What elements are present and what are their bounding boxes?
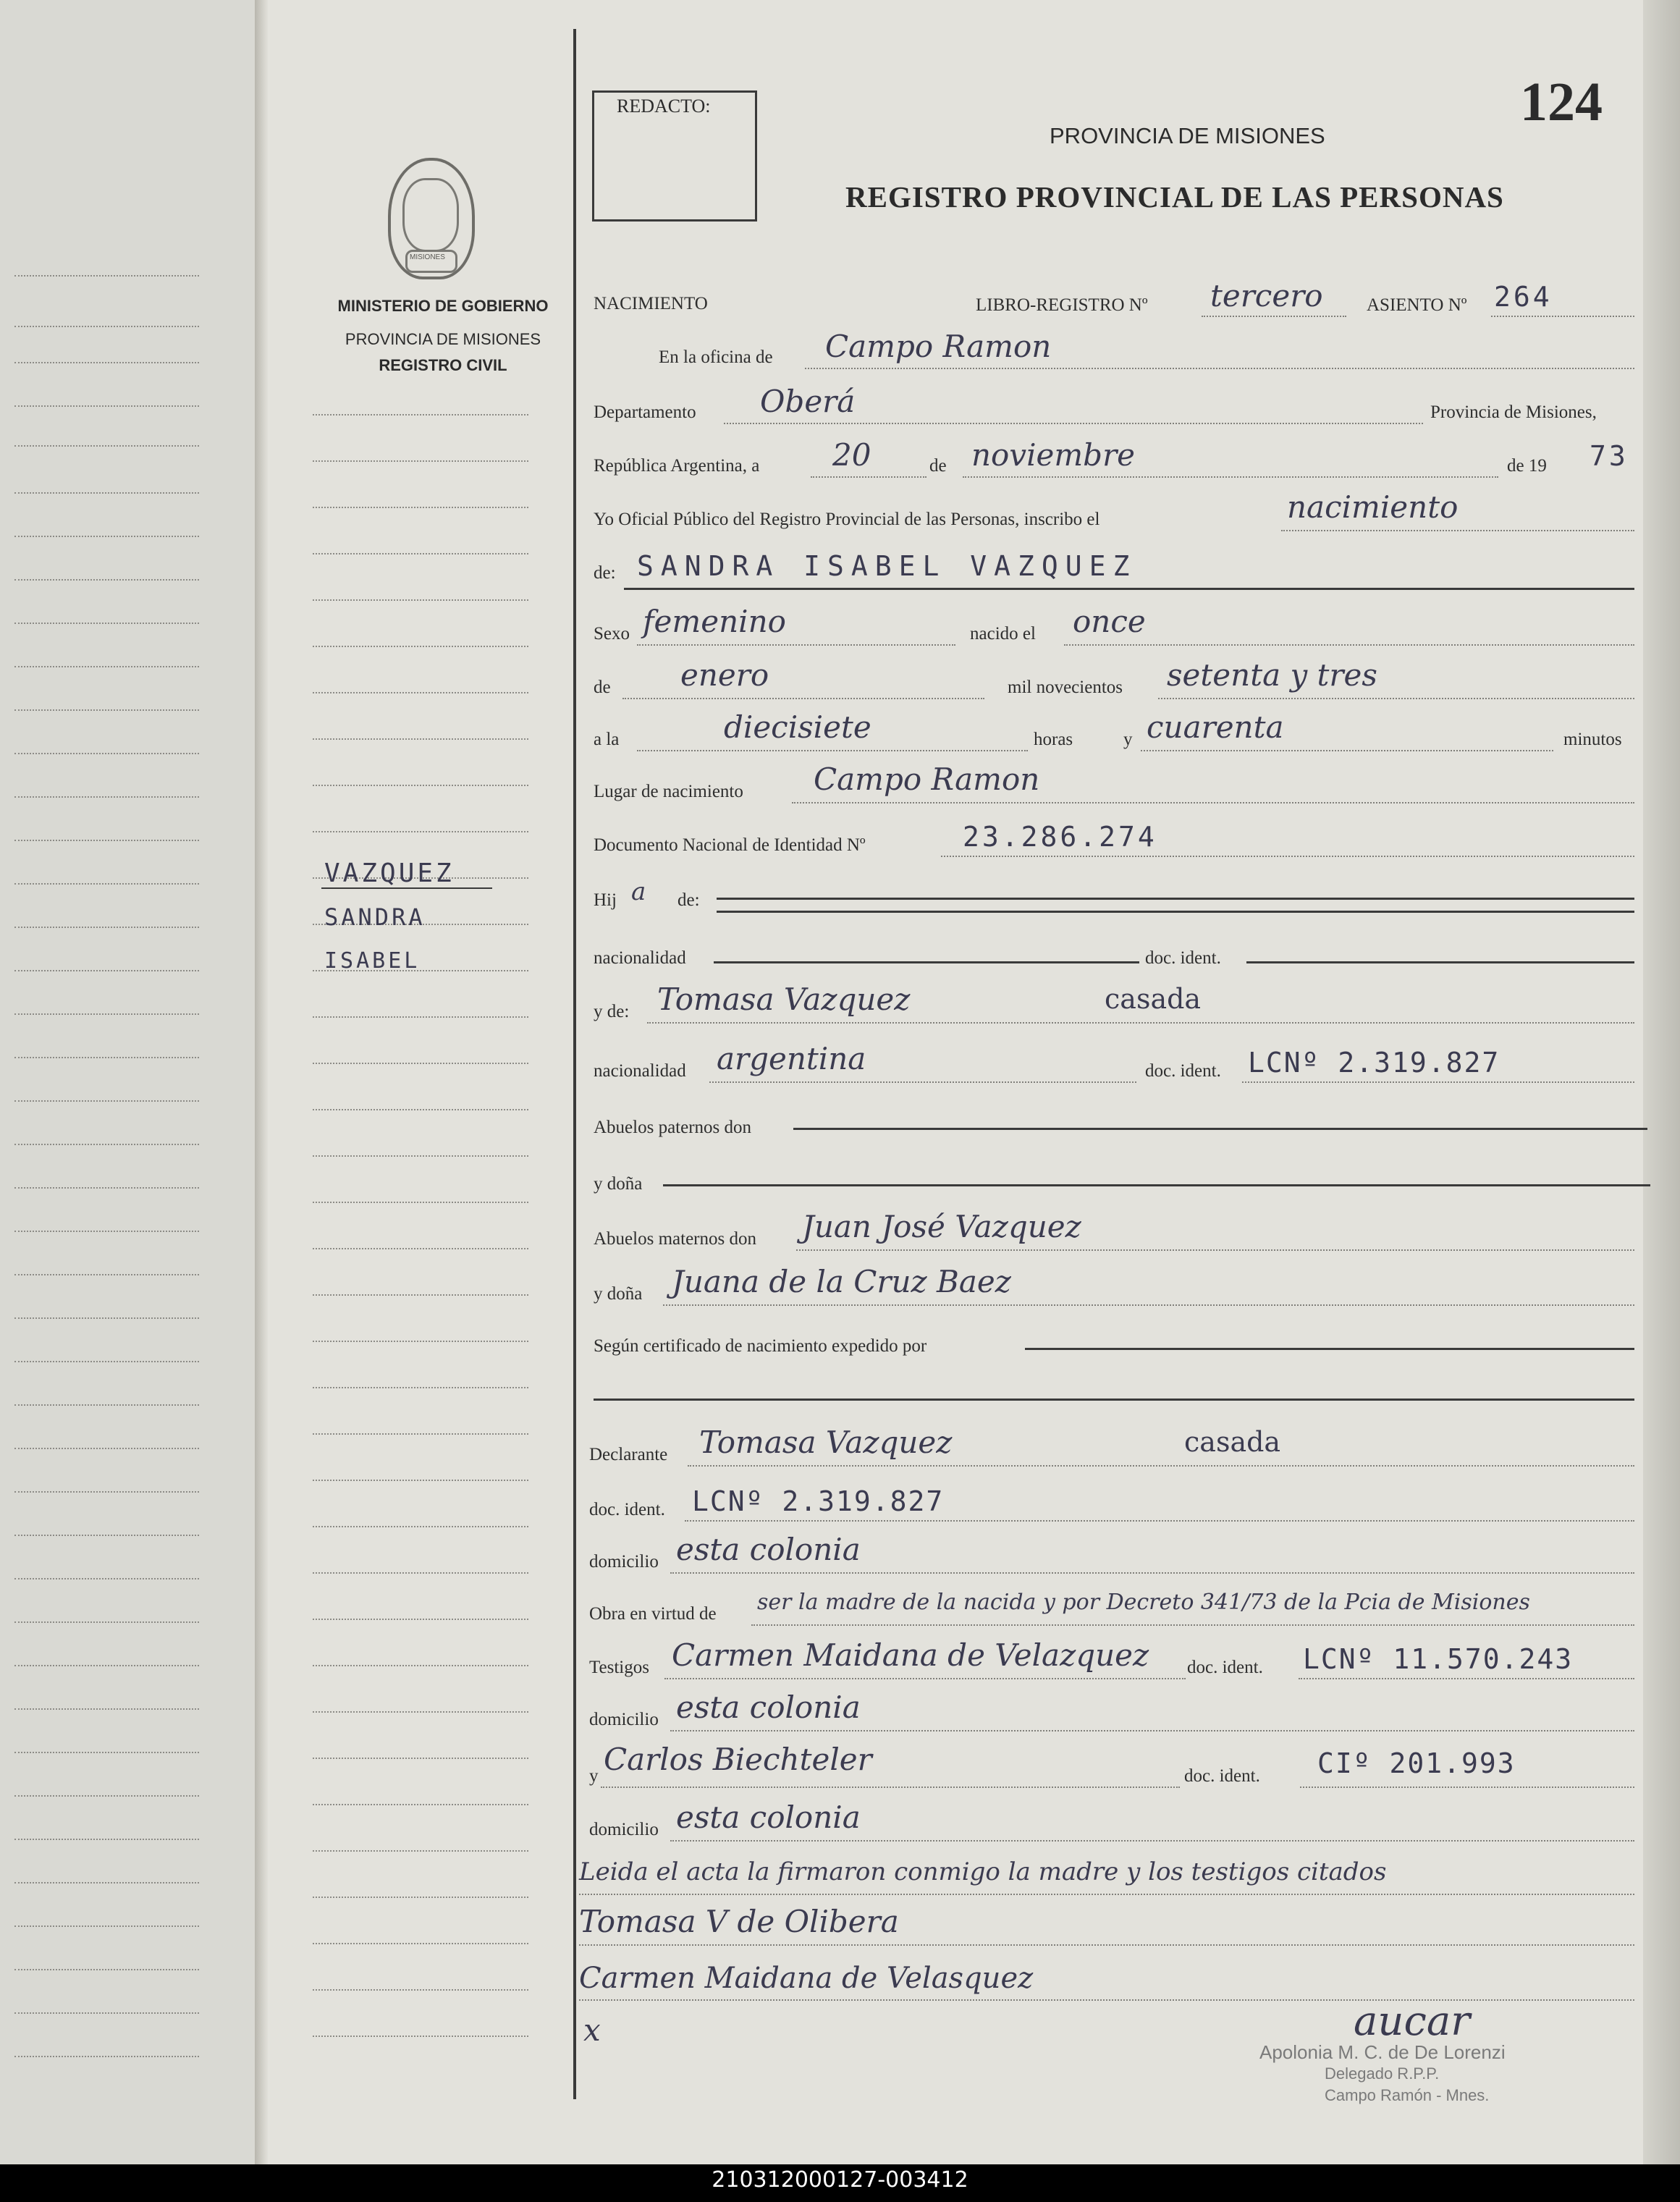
nombre-line	[624, 588, 1634, 590]
lugar-line	[792, 802, 1634, 803]
registry-heading: REGISTRO PROVINCIAL DE LAS PERSONAS	[845, 180, 1504, 214]
docident5-label: doc. ident.	[1184, 1766, 1260, 1786]
hija-suffix: a	[631, 877, 646, 906]
lugar-value: Campo Ramon	[814, 762, 1040, 797]
domicilio3-label: domicilio	[589, 1820, 659, 1839]
official-signature: aucar	[1354, 1998, 1470, 2045]
libro-value: tercero	[1210, 278, 1323, 313]
docident3-label: doc. ident.	[589, 1500, 665, 1519]
docident5-value: CIº 201.993	[1317, 1747, 1516, 1779]
minutos-label: minutos	[1563, 730, 1622, 749]
page-edge	[1643, 0, 1680, 2164]
asiento-line	[1491, 316, 1634, 317]
docident5-line	[1300, 1787, 1634, 1788]
horas-label: horas	[1034, 730, 1073, 749]
y-label: y	[1123, 730, 1133, 749]
nacido-line	[1064, 644, 1634, 646]
stamp-line3: Campo Ramón - Mnes.	[1325, 2086, 1490, 2104]
mes-de-label: de	[594, 678, 611, 697]
testigo1-line	[664, 1678, 1186, 1679]
departamento-label: Departamento	[594, 402, 696, 422]
de-label: de:	[594, 563, 616, 583]
obra-value: ser la madre de la nacida y por Decreto 341/73 de la Pcia de Misiones	[757, 1590, 1530, 1615]
testigo1-value: Carmen Maidana de Velazquez	[672, 1637, 1149, 1673]
docident3-line	[685, 1520, 1634, 1522]
declarante-estado: casada	[1184, 1426, 1281, 1458]
abuelos-mat-label: Abuelos maternos don	[594, 1229, 756, 1249]
ministry-line3: REGISTRO CIVIL	[379, 356, 507, 374]
minutos-line	[1141, 750, 1553, 751]
ydona2-label: y doña	[594, 1284, 643, 1304]
horas-line	[637, 750, 1028, 751]
stamp-line2: Delegado R.P.P.	[1325, 2064, 1440, 2083]
dni-value: 23.286.274	[963, 821, 1157, 853]
domicilio1-value: esta colonia	[676, 1532, 861, 1567]
sexo-value: femenino	[643, 604, 786, 639]
oficina-value: Campo Ramon	[825, 329, 1052, 364]
hija-strike-2	[717, 911, 1634, 913]
docident4-value: LCNº 11.570.243	[1303, 1643, 1574, 1675]
nacionalidad-label: nacionalidad	[594, 948, 686, 968]
mes-value: enero	[680, 657, 769, 693]
mil-value: setenta y tres	[1167, 657, 1377, 693]
margin-surname: VAZQUEZ	[324, 859, 455, 888]
docident2-line	[1242, 1081, 1634, 1083]
ydona1-label: y doña	[594, 1174, 643, 1194]
redacto-label: REDACTO:	[617, 96, 711, 117]
republica-label: República Argentina, a	[594, 456, 760, 476]
nacido-label: nacido el	[970, 624, 1036, 644]
abuela-mat-value: Juana de la Cruz Baez	[672, 1264, 1011, 1299]
provincia-label: Provincia de Misiones,	[1430, 402, 1597, 422]
yde-label: y de:	[594, 1002, 630, 1021]
sexo-label: Sexo	[594, 624, 630, 644]
domicilio1-line	[670, 1572, 1634, 1574]
inscribo-line	[1281, 530, 1634, 531]
segun-strike-2	[594, 1399, 1634, 1401]
stamp-line1: Apolonia M. C. de De Lorenzi	[1259, 2041, 1506, 2063]
departamento-value: Oberá	[760, 384, 856, 419]
domicilio1-label: domicilio	[589, 1552, 659, 1572]
closing-sig2: Carmen Maidana de Velasquez	[579, 1962, 1034, 1995]
abuelos-pat-label: Abuelos paternos don	[594, 1118, 752, 1137]
libro-line	[1202, 316, 1346, 317]
declarante-value: Tomasa Vazquez	[699, 1425, 953, 1460]
book-spine	[255, 0, 269, 2164]
ala-label: a la	[594, 730, 620, 749]
segun-strike	[1025, 1348, 1634, 1350]
horas-value: diecisiete	[724, 709, 871, 745]
page-number: 124	[1520, 72, 1603, 132]
mil-line	[1158, 698, 1634, 699]
nacionalidad2-value: argentina	[717, 1041, 866, 1076]
minutos-value: cuarenta	[1147, 709, 1284, 745]
testigo2-value: Carlos Biechteler	[604, 1742, 872, 1777]
declarante-label: Declarante	[589, 1445, 668, 1464]
inscribo-value: nacimiento	[1287, 489, 1459, 525]
closing-sig1: Tomasa V de Olibera	[579, 1904, 899, 1939]
domicilio2-value: esta colonia	[676, 1690, 861, 1725]
hija-strike-1	[717, 898, 1634, 900]
departamento-line	[724, 423, 1423, 424]
docident2-value: LCNº 2.319.827	[1248, 1047, 1500, 1079]
nacido-value: once	[1073, 604, 1146, 639]
anio-label: de 19	[1507, 456, 1547, 476]
margin-name1: SANDRA	[324, 903, 426, 931]
obra-line	[751, 1624, 1634, 1626]
docident4-label: doc. ident.	[1187, 1658, 1263, 1677]
nacimiento-label: NACIMIENTO	[594, 294, 708, 313]
asiento-value: 264	[1494, 281, 1553, 313]
anio-value: 73	[1590, 440, 1629, 472]
fecha-mes-line	[963, 476, 1498, 478]
docident-label: doc. ident.	[1145, 948, 1221, 968]
mes-line	[622, 698, 984, 699]
oficina-label: En la oficina de	[659, 347, 773, 367]
closing-sig1-rule	[579, 1944, 1634, 1946]
fecha-de-label: de	[929, 456, 947, 476]
ministry-line1: MINISTERIO DE GOBIERNO	[337, 297, 549, 315]
domicilio2-line	[670, 1730, 1634, 1731]
closing-line1-rule	[579, 1894, 1634, 1895]
abuela-mat-line	[663, 1304, 1634, 1306]
fecha-mes: noviembre	[971, 437, 1135, 473]
oficial-text: Yo Oficial Público del Registro Provincial de las Personas, inscribo el	[594, 510, 1100, 529]
domicilio3-line	[670, 1840, 1634, 1842]
docident3-value: LCNº 2.319.827	[692, 1485, 945, 1517]
image-id: 210312000127-003412	[712, 2167, 968, 2193]
form-frame-line	[573, 29, 576, 2099]
closing-sig3: x	[583, 2012, 601, 2048]
fecha-dia-line	[811, 476, 926, 478]
abuelos-pat-strike	[793, 1128, 1647, 1130]
sexo-line	[637, 644, 955, 646]
testigo2-line	[601, 1787, 1180, 1788]
hija-de-label: de:	[678, 890, 700, 910]
closing-sig2-rule	[579, 1999, 1634, 2001]
official-stamp	[1259, 2041, 1506, 2106]
seal-band-text: MISIONES	[410, 253, 445, 261]
nacionalidad2-line	[709, 1081, 1136, 1083]
province-heading: PROVINCIA DE MISIONES	[1050, 123, 1325, 148]
docident4-line	[1299, 1678, 1634, 1679]
oficina-line	[805, 368, 1634, 369]
domicilio2-label: domicilio	[589, 1710, 659, 1729]
hija-label: Hij	[594, 890, 617, 910]
seal-shield	[402, 178, 459, 252]
abuelo-mat-line	[796, 1249, 1634, 1251]
nacionalidad2-label: nacionalidad	[594, 1061, 686, 1081]
obra-label: Obra en virtud de	[589, 1604, 717, 1624]
fecha-dia: 20	[832, 437, 871, 473]
madre-line	[647, 1022, 1634, 1024]
mil-label: mil novecientos	[1008, 678, 1123, 697]
madre-estado: casada	[1105, 983, 1202, 1015]
domicilio3-value: esta colonia	[676, 1800, 861, 1835]
ministry-line2: PROVINCIA DE MISIONES	[345, 330, 541, 348]
segun-label: Según certificado de nacimiento expedido por	[594, 1336, 927, 1356]
testigos-label: Testigos	[589, 1658, 649, 1677]
nombre-value: SANDRA ISABEL VAZQUEZ	[637, 550, 1137, 582]
madre-value: Tomasa Vazquez	[657, 982, 911, 1017]
dni-label: Documento Nacional de Identidad Nº	[594, 835, 866, 855]
libro-label: LIBRO-REGISTRO Nº	[976, 295, 1148, 315]
abuelo-mat-value: Juan José Vazquez	[802, 1209, 1081, 1244]
closing-line1: Leida el acta la firmaron conmigo la madre y los testigos citados	[579, 1857, 1387, 1886]
docident2-label: doc. ident.	[1145, 1061, 1221, 1081]
ydona1-strike	[663, 1184, 1650, 1186]
declarante-line	[688, 1465, 1634, 1467]
docident-strike	[1246, 961, 1634, 963]
margin-surname-line	[321, 887, 492, 889]
lugar-label: Lugar de nacimiento	[594, 782, 743, 801]
asiento-label: ASIENTO Nº	[1367, 295, 1467, 315]
y2-label: y	[589, 1766, 599, 1786]
nacionalidad-strike	[714, 961, 1139, 963]
dni-line	[941, 856, 1634, 857]
margin-name2: ISABEL	[324, 948, 421, 974]
